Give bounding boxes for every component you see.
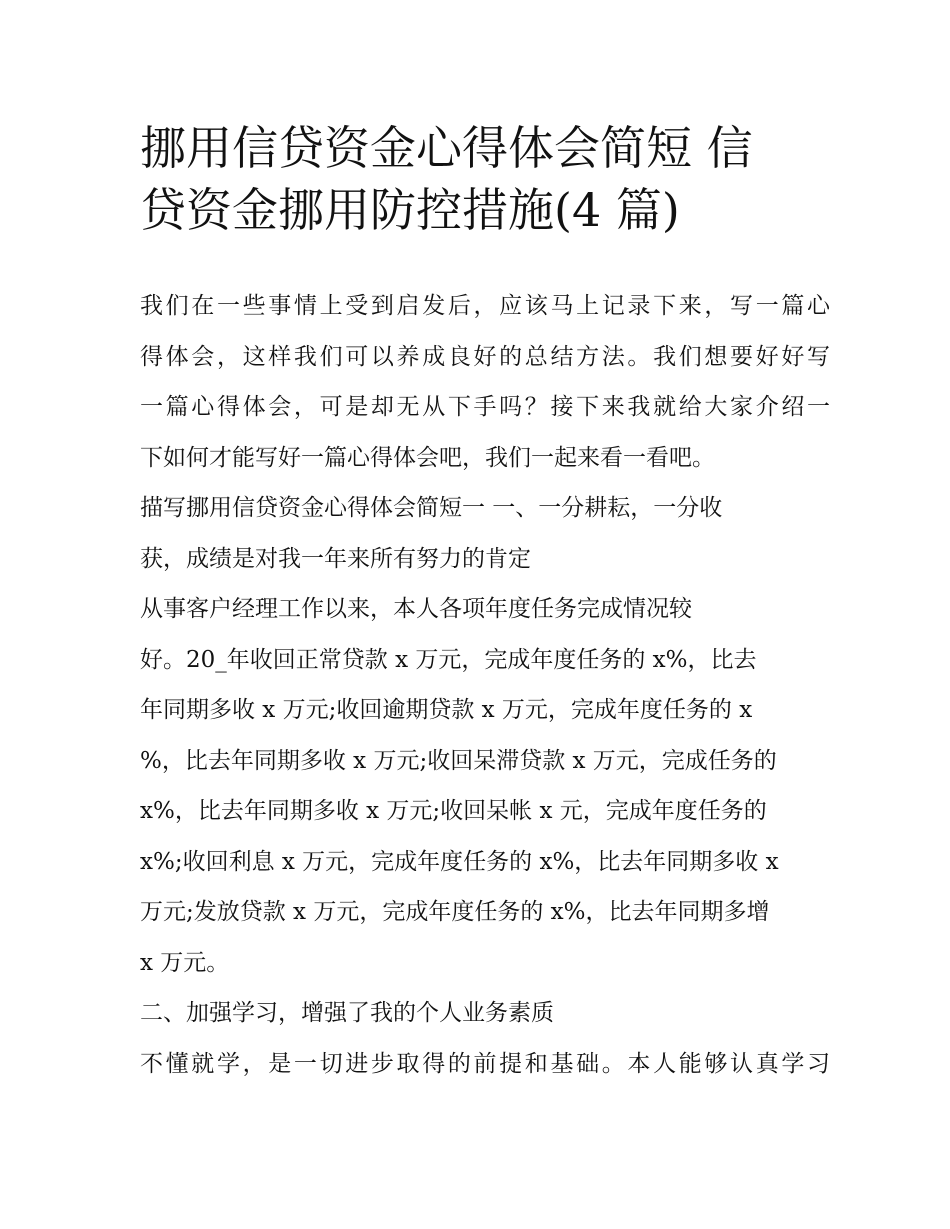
paragraph-line: x%，比去年同期多收 x 万元;收回呆帐 x 元，完成年度任务的 [140,798,767,824]
paragraph-line: 年同期多收 x 万元;收回逾期贷款 x 万元，完成年度任务的 x [140,697,753,723]
paragraph-line: 万元;发放贷款 x 万元，完成年度任务的 x%，比去年同期多增 [140,899,770,925]
title-line: 贷资金挪用防控措施(4 篇) [140,183,680,237]
paragraph-line: 不懂就学，是一切进步取得的前提和基础。本人能够认真学习 [140,1050,830,1077]
paragraph-line: %，比去年同期多收 x 万元;收回呆滞贷款 x 万元，完成任务的 [140,747,777,774]
document-title [140,117,830,241]
paragraph-line: 一篇心得体会，可是却无从下手吗？接下来我就给大家介绍一 [140,394,830,420]
title-line: 挪用信贷资金心得体会简短 信 [140,121,753,175]
paragraph-line: 我们在一些事情上受到启发后，应该马上记录下来，写一篇心 [140,293,830,319]
paragraph-line: 从事客户经理工作以来，本人各项年度任务完成情况较 [140,596,692,622]
paragraph-line: 描写挪用信贷资金心得体会简短一 一、一分耕耘，一分收 [140,495,723,521]
paragraph-line: x%;收回利息 x 万元，完成年度任务的 x%，比去年同期多收 x [140,848,779,875]
paragraph-line: 下如何才能写好一篇心得体会吧，我们一起来看一看吧。 [140,444,715,471]
document-body [140,281,830,1089]
section-heading: 二、加强学习，增强了我的个人业务素质 [140,1000,554,1026]
paragraph-line: 获，成绩是对我一年来所有努力的肯定 [140,545,531,572]
paragraph-line: 得体会，这样我们可以养成良好的总结方法。我们想要好好写 [140,343,830,370]
paragraph-line: 好。20_年收回正常贷款 x 万元，完成年度任务的 x%，比去 [140,646,757,673]
paragraph-line: x 万元。 [140,949,230,976]
